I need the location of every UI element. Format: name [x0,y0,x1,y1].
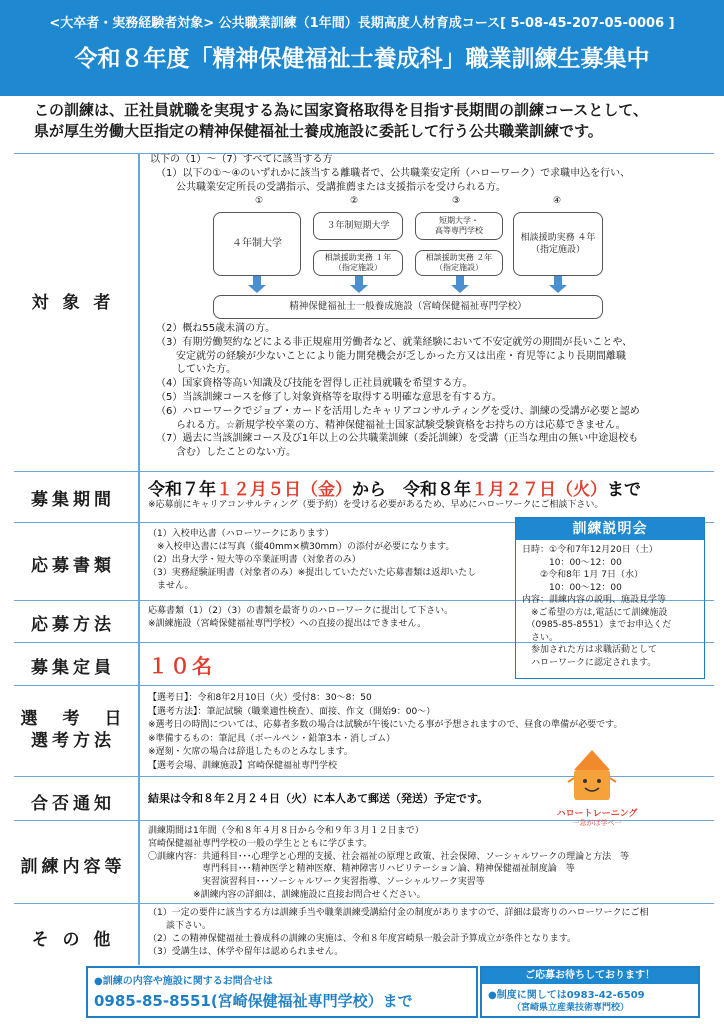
box-junior-college: 短期大学・ 高等専門学校 [415,212,503,240]
box-practice-2y: 相談援助実務 ２年 （指定施設） [415,250,503,276]
eligibility-item: （5）当該訓練コースを修了し対象資格等を取得する明確な意思を有する方。 [156,391,502,403]
intro-text [34,100,704,142]
period-end: １月２７日（火） [471,480,607,500]
info-session-box [515,517,705,679]
box-junior-college-3y: ３年制短期大学 [313,212,403,240]
info-session-body [516,540,704,673]
eligibility-item: （2）概ね55歳未満の方。 [156,323,276,334]
box-university: ４年制大学 [213,212,301,276]
session-line: （0985-85-8551）までお申込くだ [522,620,672,630]
box-target-school: 精神保健福祉士一般養成施設（宮崎保健福祉専門学校） [213,295,603,319]
period-year1: 令和７年 [148,480,216,500]
capacity-value: １０名 [148,654,214,678]
hello-training-logo [562,748,622,806]
selection-line: ※遅刻・欠席の場合は辞退したものとみなします。 [148,747,353,757]
other-line: （1）一定の要件に該当する方は訓練手当や職業訓練受講給付金の制度がありますので、詳細は最寄りのハローワークにご相 [148,908,649,918]
docs-line: （3）実務経験証明書（対象者のみ）※提出していただいた応募書類は返却いたし [148,568,477,578]
arrow-down-icon [549,276,567,293]
footer-right-banner: ご応募お待ちしております！ [482,968,698,984]
period-start: １２月５日（金） [216,480,352,500]
method-text [148,605,508,631]
arrow-down-icon [248,276,266,293]
eligibility-text [150,153,710,195]
selection-label-1: 選 考 日 [20,709,126,729]
method-line: 応募書類（1）（2）（3）の書類を最寄りのハローワークに提出して下さい。 [148,606,454,616]
result-text: 結果は令和８年２月２４日（火）に本人あて郵送（発送）予定です。 [148,792,489,805]
intro-line-1: この訓練は、正社員就職を実現する為に国家資格取得を目指す長期間の訓練コースとして、 [34,101,648,119]
period-note: ※応募前にキャリアコンサルティング（要予約）を受ける必要があるため、早めにハローワークにご相談下さい。 [148,500,604,510]
period-suffix: まで [607,480,641,500]
session-line: 10：00～12：00 [522,582,622,593]
eligibility-lead: 以下の（1）～（7）すべてに該当する方 [150,154,333,165]
session-line: 日時：①令和7年12月20日（土） [522,545,658,555]
info-session-title: 訓練説明会 [516,518,704,540]
selection-line: ※選考日の時間については、応募者多数の場合は試験が午後にいたる事が予想されますので、昼食の準備が必要です。 [148,720,623,730]
footer-contact-system [480,966,700,1018]
docs-line: （2）出身大学・短大等の卒業証明書（対象者のみ） [148,555,361,565]
docs-line: ません。 [148,581,194,591]
box-practice-1y: 相談援助実務 １年 （指定施設） [313,250,403,276]
header-title: 令和８年度「精神保健福祉士養成科」職業訓練生募集中 [74,46,650,72]
arrow-down-icon [350,276,368,293]
footer-right-line1: ●制度に関しては0983-42-6509 [488,990,645,1001]
eligibility-item1: （1）以下の①～④のいずれかに該当する離職者で、公共職業安定所（ハローワーク）で求職申込を行い、 [156,168,631,179]
session-line: 内容：訓練内容の説明、施設見学等 [522,595,667,605]
content-text [148,825,718,902]
other-line: 談下さい。 [148,921,212,931]
footer-contact-school [86,966,478,1018]
content-line: 実習演習科目･･･ソーシャルワーク実習指導、ソーシャルワーク実習等 [148,877,485,888]
logo-text: ハロートレーニング [556,809,638,819]
footer-left-phone: 0985-85-8551(宮崎保健福祉専門学校）まで [94,992,413,1010]
footer-left-line1: ●訓練の内容や施設に関するお問合せは [94,976,273,987]
other-line: （2）この精神保健福祉士養成科の訓練の実施は、令和８年度宮崎県一般会計予算成立が条件となります。 [148,934,577,944]
arrows-graphic [200,276,620,296]
content-line: 〇訓練内容：共通科目･･･心理学と心理的支援、社会福祉の原理と政策、社会保障、ソーシャルワークの理論と方法 等 [148,851,630,862]
eligibility-item: （4）国家資格等高い知識及び技能を習得し正社員就職を希望する方。 [156,378,473,390]
docs-text [148,528,508,593]
arrow-down-icon [451,276,469,293]
num-1: ① [255,196,264,206]
eligibility-item: （3）有期労働契約などによる非正規雇用労働者など、就業経験において不安定就労の期間が長いことや、 [156,336,633,348]
logo-sub: 一急がば学べ一 [572,819,622,827]
session-line: ②令和8年 1月 7日（水） [522,570,643,580]
period-label: 募集期間 [31,490,115,510]
num-3: ③ [452,196,461,206]
content-line: 宮崎保健福祉専門学校の一般の学生とともに学びます。 [148,838,373,849]
period-year2: から 令和８年 [352,480,471,500]
box-practice-4y: 相談援助実務 ４年 （指定施設） [513,212,603,276]
eligibility-item: 安定就労の経験が少ないことにより能力開発機会が乏しかった方又は出産・育児等により長期間離職 [176,350,626,362]
header-subtitle: <大卒者・実務経験者対象> 公共職業訓練（1年間）長期高度人材育成コース[ 5-08-45-207-05-0006 ] [49,16,675,31]
num-2: ② [350,196,359,206]
divider [14,903,714,904]
mascot-body-icon [574,770,610,800]
eligibility-item: （7）過去に当該訓練コース及び1年以上の公共職業訓練（委託訓練）を受講（正当な理由の無い中途退校も [156,433,639,445]
docs-label: 応募書類 [31,556,115,576]
footer-right-line2: （宮崎県立産業技術専門校） [512,1003,630,1013]
other-label: そ の 他 [31,930,115,950]
other-line: （3）受講生は、休学や留年は認められません。 [148,947,344,957]
selection-text [148,692,718,773]
docs-line: （1）入校申込書（ハローワークにあります） [148,529,334,539]
method-line: ※訓練施設（宮崎保健福祉専門学校）への直接の提出はできません。 [148,619,427,629]
session-line: さい。 [522,632,559,643]
session-line: ハローワークに認定されます。 [522,657,657,668]
eligibility-item1b: 公共職業安定所長の受講指示、受講推薦または支援指示を受けられる方。 [176,182,506,193]
num-4: ④ [553,196,562,206]
eligibility-item: （6）ハローワークでジョブ・カードを活用したキャリアコンサルティングを受け、訓練の受講が必要と認め [156,405,640,417]
selection-line: 【選考会場、訓練施設】宮崎保健福祉専門学校 [148,760,338,771]
capacity-label: 募集定員 [31,658,115,678]
divider [14,685,714,686]
content-label: 訓練内容等 [20,857,126,877]
docs-line: ※入校申込書には写真（縦40mm×横30mm）の添付が必要になります。 [148,542,455,552]
selection-line: 【選考方法】：筆記試験（職業適性検査）、面接、作文（開始9：00～） [148,706,436,717]
eligibility-item: られる方。☆新規学校卒業の方、精神保健福祉士国家試験受験資格をお持ちの方は応募できません。 [176,419,626,431]
column-divider [138,153,140,965]
intro-line-2: 県が厚生労働大臣指定の精神保健福祉士養成施設に委託して行う公共職業訓練です。 [34,122,603,140]
eligibility-label: 対 象 者 [31,293,115,313]
eligibility-item: 含む）したことのない方。 [176,447,296,459]
content-line: ※訓練内容の詳細は、訓練施設に直接お問合せください。 [148,889,426,900]
period-dates [148,475,641,500]
divider [14,471,714,472]
selection-line: 【選考日】：令和8年2月10日（火）受付8：30～8：50 [148,693,372,703]
eligibility-item: していた方。 [176,364,236,376]
method-label: 応募方法 [31,615,115,635]
header-banner [0,0,724,96]
content-line: 訓練期間は1年間（令和８年４月８日から令和９年３月１２日まで） [148,826,424,836]
eligibility-items [150,322,710,460]
session-line: 参加された方は求職活動として [522,645,658,655]
other-text [148,907,718,959]
content-line: 専門科目･･･精神医学と精神医療、精神障害リハビリテーション論、精神保健福祉制度論 等 [148,864,575,875]
session-line: ※ご希望の方は,電話にて訓練施設 [522,607,668,618]
selection-label [14,708,132,752]
selection-line: ※準備するもの：筆記具（ボールペン・鉛筆3本・消しゴム） [148,733,396,744]
selection-label-2: 選考方法 [31,731,115,751]
session-line: 10：00～12：00 [522,557,622,568]
pencil-tip-icon [574,750,610,770]
result-label: 合否通知 [31,794,115,814]
